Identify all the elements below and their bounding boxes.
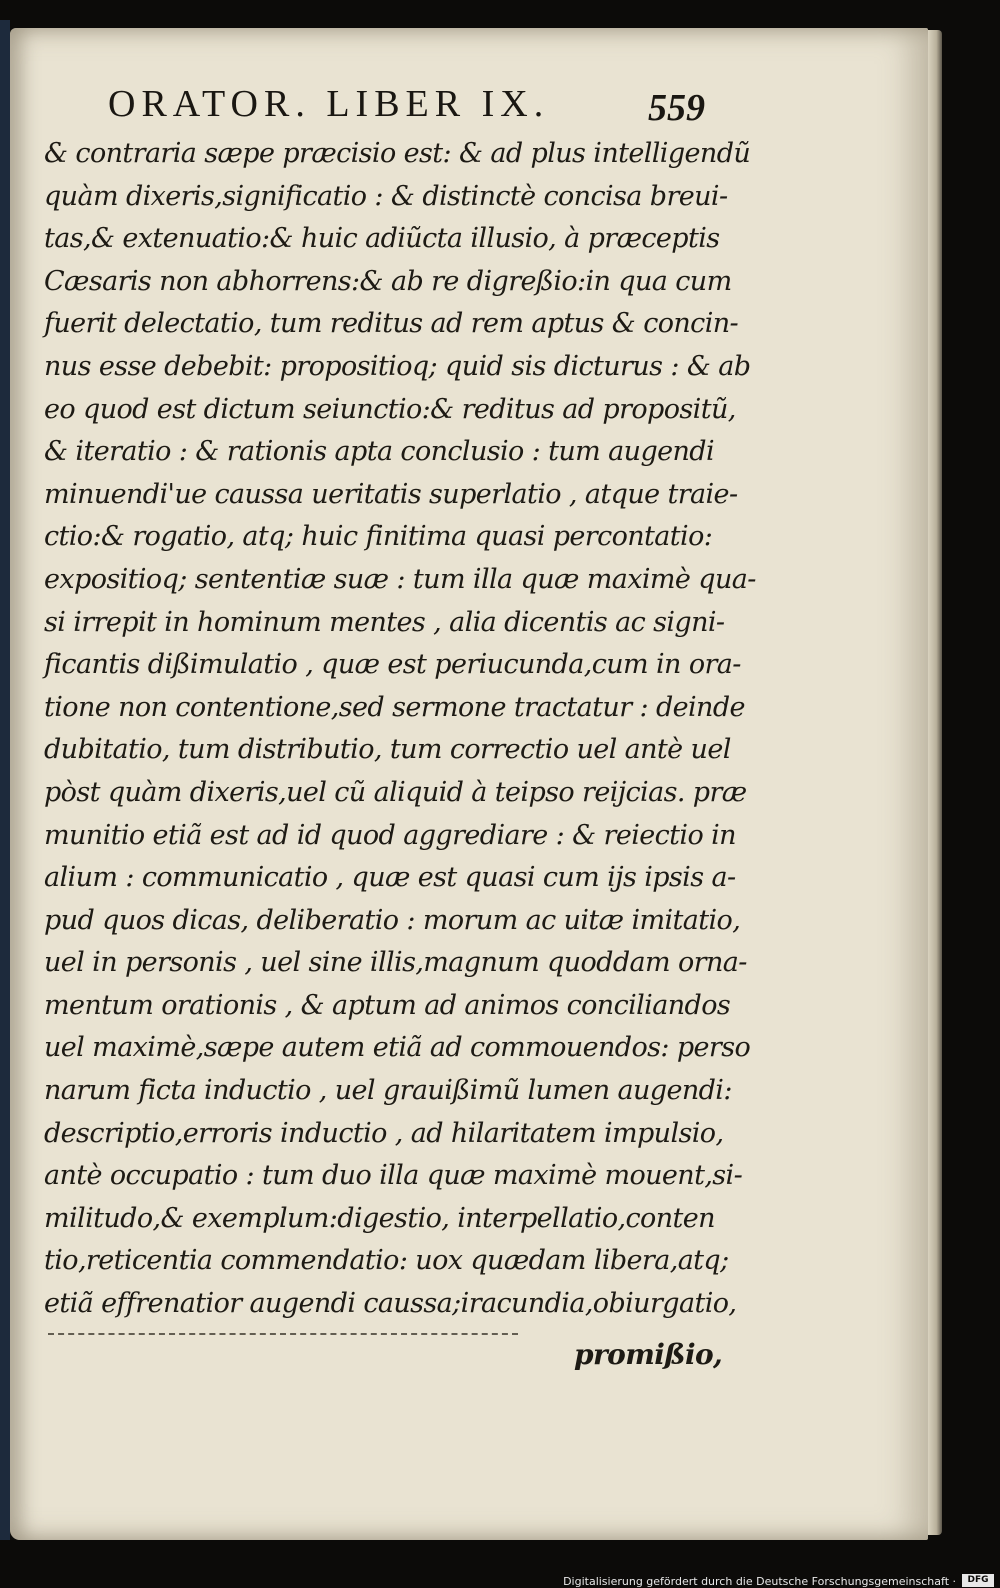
text-line: fuerit delectatio, tum reditus ad rem aptus & concin- [44,308,739,340]
text-line: narum ficta inductio , uel grauißimũ lumen augendi: [44,1075,732,1107]
text-line: mentum orationis , & aptum ad animos conciliandos [44,989,731,1021]
text-line: tas,& extenuatio:& huic adiũcta illusio, à præceptis [44,223,720,255]
text-line: alium : communicatio , quæ est quasi cum ijs ipsis a- [44,862,736,894]
dfg-logo: DFG [962,1574,994,1587]
text-line: pud quos dicas, deliberatio : morum ac uitæ imitatio, [44,904,741,936]
text-line: & iteratio : & rationis apta conclusio : tum augendi [44,436,715,468]
text-line: minuendi'ue caussa ueritatis superlatio , atque traie- [44,478,738,510]
running-title: ORATOR. LIBER IX. [108,83,550,125]
text-line: tio,reticentia commendatio: uox quædam libera,atq; [44,1245,729,1277]
text-line: uel maximè,sæpe autem etiã ad commouendos: perso [44,1032,751,1064]
text-line: eo quod est dictum seiunctio:& reditus ad propositũ, [44,393,736,425]
text-line: si irrepit in hominum mentes , alia dicentis ac signi- [44,606,725,638]
text-line: ctio:& rogatio, atq; huic finitima quasi percontatio: [44,521,713,553]
page-number: 559 [648,87,705,129]
text-line: ficantis dißimulatio , quæ est periucunda,cum in ora- [44,649,741,681]
running-head [108,82,708,129]
binding-strip [0,20,10,1540]
page-edge [928,30,942,1535]
text-line: dubitatio, tum distributio, tum correctio uel antè uel [44,734,731,766]
text-line: descriptio,erroris inductio , ad hilaritatem impulsio, [44,1117,724,1149]
body-text [44,133,756,1326]
text-line: expositioq; sententiæ suæ : tum illa quæ maximè qua- [44,563,756,595]
text-line: militudo,& exemplum:digestio, interpellatio,conten [44,1202,715,1234]
text-line: antè occupatio : tum duo illa quæ maximè mouent,si- [44,1160,743,1192]
underline-mark [48,1331,518,1335]
text-line: pòst quàm dixeris,uel cũ aliquid à teipso reijcias. præ [44,776,747,808]
text-line: Cæsaris non abhorrens:& ab re digreßio:in qua cum [44,265,732,297]
text-line: nus esse debebit: propositioq; quid sis dicturus : & ab [44,350,751,382]
text-line: etiã effrenatior augendi caussa;iracundia,obiurgatio, [44,1288,737,1320]
text-line: tione non contentione,sed sermone tractatur : deinde [44,691,745,723]
text-line: munitio etiã est ad id quod aggrediare : & reiectio in [44,819,736,851]
text-line: & contraria sæpe præcisio est: & ad plus intelligendũ [44,138,751,169]
catchword: promißio, [574,1338,723,1371]
dfg-credit: Digitalisierung gefördert durch die Deutsche Forschungsgemeinschaft · [563,1575,956,1588]
text-line: uel in personis , uel sine illis,magnum quoddam orna- [44,947,747,979]
text-line: quàm dixeris,significatio : & distinctè concisa breui- [44,180,728,212]
